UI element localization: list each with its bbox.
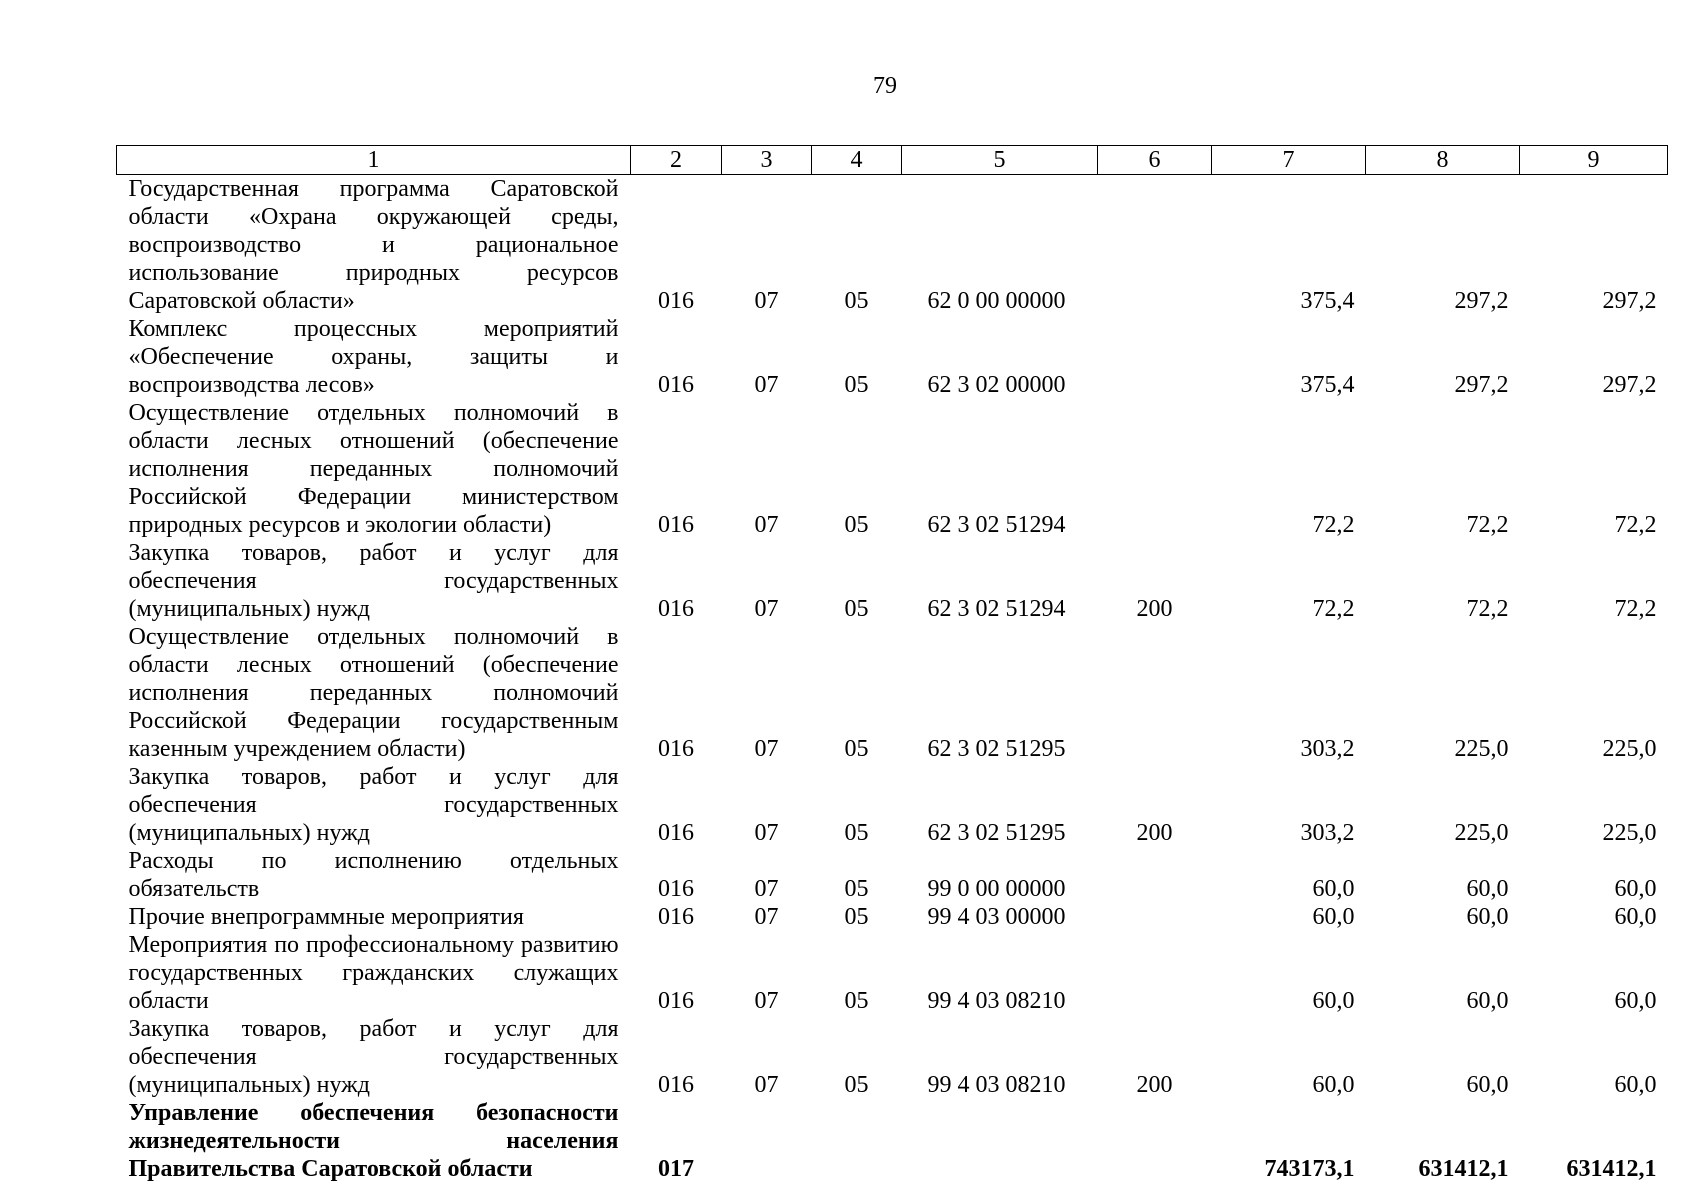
cell-amount-9: 72,2 (1614, 596, 1657, 622)
cell-code-4: 05 (844, 876, 869, 902)
cell-amount-9: 225,0 (1602, 736, 1657, 762)
cell-code-4: 05 (844, 512, 869, 538)
cell-code-3: 07 (754, 820, 779, 846)
cell-code-3: 07 (754, 1072, 779, 1098)
table-row-department-total (117, 1099, 1668, 1183)
cell-code-4 (812, 1099, 902, 1183)
row-name: Государственная программа Саратовской области «Охрана окружающей среды, воспроизводство и рациональное использование природных ресурсов Саратовской области» (128, 176, 619, 314)
column-header: 8 (1366, 146, 1520, 175)
cell-amount-8: 60,0 (1466, 876, 1509, 902)
cell-code-6 (1098, 931, 1212, 1015)
column-header: 2 (631, 146, 722, 175)
cell-amount-9: 225,0 (1602, 820, 1657, 846)
cell-code-3: 07 (754, 596, 779, 622)
cell-code-4: 05 (844, 596, 869, 622)
row-name: Прочие внепрограммные мероприятия (128, 904, 524, 930)
cell-code-2: 016 (658, 512, 694, 538)
cell-code-6 (1098, 399, 1212, 539)
cell-amount-7: 60,0 (1312, 1072, 1355, 1098)
table-row (117, 903, 1668, 931)
cell-amount-7: 60,0 (1312, 876, 1355, 902)
cell-code-4: 05 (844, 372, 869, 398)
table-row (117, 847, 1668, 903)
cell-amount-9: 60,0 (1614, 1072, 1657, 1098)
row-name: Мероприятия по профессиональному развитию государственных гражданских служащих области (128, 932, 619, 1014)
cell-amount-9: 60,0 (1614, 876, 1657, 902)
cell-amount-8: 631412,1 (1418, 1156, 1509, 1182)
cell-code-2: 017 (658, 1156, 694, 1182)
cell-code-6: 200 (1136, 820, 1173, 846)
column-header: 7 (1212, 146, 1366, 175)
row-name: Управление обеспечения безопасности жизнедеятельности населения Правительства Саратовской области (128, 1100, 619, 1182)
cell-amount-8: 297,2 (1454, 372, 1509, 398)
column-header: 5 (902, 146, 1098, 175)
table-row (117, 315, 1668, 399)
cell-amount-7: 743173,1 (1264, 1156, 1355, 1182)
table-row (117, 623, 1668, 763)
cell-amount-7: 60,0 (1312, 988, 1355, 1014)
cell-code-4: 05 (844, 904, 869, 930)
cell-code-5: 99 0 00 00000 (927, 876, 1066, 902)
cell-code-5: 99 4 03 00000 (927, 904, 1066, 930)
cell-amount-9: 297,2 (1602, 288, 1657, 314)
cell-code-6: 200 (1136, 1072, 1173, 1098)
cell-code-2: 016 (658, 988, 694, 1014)
cell-code-4: 05 (844, 820, 869, 846)
cell-code-3: 07 (754, 512, 779, 538)
cell-code-4: 05 (844, 988, 869, 1014)
cell-code-2: 016 (658, 1072, 694, 1098)
table-row (117, 539, 1668, 623)
cell-code-3: 07 (754, 288, 779, 314)
row-name: Комплекс процессных мероприятий «Обеспечение охраны, защиты и воспроизводства лесов» (128, 316, 619, 398)
cell-amount-7: 72,2 (1312, 596, 1355, 622)
cell-amount-7: 375,4 (1300, 288, 1355, 314)
cell-code-6 (1098, 903, 1212, 931)
cell-amount-7: 375,4 (1300, 372, 1355, 398)
cell-code-2: 016 (658, 736, 694, 762)
cell-amount-8: 72,2 (1466, 512, 1509, 538)
cell-code-4: 05 (844, 1072, 869, 1098)
cell-amount-9: 60,0 (1614, 904, 1657, 930)
column-header: 4 (812, 146, 902, 175)
cell-code-2: 016 (658, 596, 694, 622)
cell-code-4: 05 (844, 736, 869, 762)
row-name: Закупка товаров, работ и услуг для обеспечения государственных (муниципальных) нужд (128, 540, 619, 622)
column-header: 1 (117, 146, 631, 175)
row-name: Осуществление отдельных полномочий в области лесных отношений (обеспечение исполнения переданных полномочий Российской Федерации государственным казенным учреждением области) (128, 624, 619, 762)
column-header: 6 (1098, 146, 1212, 175)
row-name: Расходы по исполнению отдельных обязательств (128, 848, 619, 902)
cell-amount-7: 60,0 (1312, 904, 1355, 930)
cell-code-2: 016 (658, 372, 694, 398)
cell-code-5: 62 3 02 51294 (927, 596, 1066, 622)
cell-code-5: 62 0 00 00000 (927, 288, 1066, 314)
cell-amount-8: 297,2 (1454, 288, 1509, 314)
row-name: Закупка товаров, работ и услуг для обеспечения государственных (муниципальных) нужд (128, 764, 619, 846)
cell-code-5: 62 3 02 51294 (927, 512, 1066, 538)
cell-code-6 (1098, 847, 1212, 903)
cell-amount-8: 225,0 (1454, 820, 1509, 846)
cell-code-5: 62 3 02 00000 (927, 372, 1066, 398)
row-name: Осуществление отдельных полномочий в области лесных отношений (обеспечение исполнения переданных полномочий Российской Федерации министерством природных ресурсов и экологии области) (128, 400, 619, 538)
cell-code-3: 07 (754, 904, 779, 930)
cell-amount-9: 297,2 (1602, 372, 1657, 398)
cell-code-6: 200 (1136, 596, 1173, 622)
cell-amount-8: 60,0 (1466, 904, 1509, 930)
cell-code-5: 99 4 03 08210 (927, 1072, 1066, 1098)
table-row (117, 1015, 1668, 1099)
cell-code-3: 07 (754, 988, 779, 1014)
row-name: Закупка товаров, работ и услуг для обеспечения государственных (муниципальных) нужд (128, 1016, 619, 1098)
cell-amount-9: 72,2 (1614, 512, 1657, 538)
cell-code-6 (1098, 175, 1212, 316)
cell-amount-9: 631412,1 (1566, 1156, 1657, 1182)
page-number: 79 (873, 73, 897, 99)
cell-code-3: 07 (754, 736, 779, 762)
table-row (117, 399, 1668, 539)
table-row (117, 763, 1668, 847)
cell-amount-8: 225,0 (1454, 736, 1509, 762)
table-row (117, 931, 1668, 1015)
cell-amount-9: 60,0 (1614, 988, 1657, 1014)
cell-code-3 (722, 1099, 812, 1183)
cell-amount-7: 303,2 (1300, 736, 1355, 762)
cell-amount-8: 60,0 (1466, 1072, 1509, 1098)
budget-table (116, 145, 1668, 1183)
cell-code-2: 016 (658, 288, 694, 314)
cell-code-2: 016 (658, 876, 694, 902)
cell-code-6 (1098, 1099, 1212, 1183)
cell-code-3: 07 (754, 876, 779, 902)
cell-code-5 (902, 1099, 1098, 1183)
cell-code-3: 07 (754, 372, 779, 398)
cell-code-6 (1098, 623, 1212, 763)
column-header-row (117, 146, 1668, 175)
cell-code-5: 62 3 02 51295 (927, 820, 1066, 846)
cell-code-5: 99 4 03 08210 (927, 988, 1066, 1014)
column-header: 9 (1520, 146, 1668, 175)
cell-amount-7: 72,2 (1312, 512, 1355, 538)
cell-code-4: 05 (844, 288, 869, 314)
cell-code-5: 62 3 02 51295 (927, 736, 1066, 762)
cell-amount-8: 72,2 (1466, 596, 1509, 622)
cell-amount-8: 60,0 (1466, 988, 1509, 1014)
cell-code-2: 016 (658, 820, 694, 846)
table-row (117, 175, 1668, 316)
cell-amount-7: 303,2 (1300, 820, 1355, 846)
column-header: 3 (722, 146, 812, 175)
cell-code-2: 016 (658, 904, 694, 930)
cell-code-6 (1098, 315, 1212, 399)
